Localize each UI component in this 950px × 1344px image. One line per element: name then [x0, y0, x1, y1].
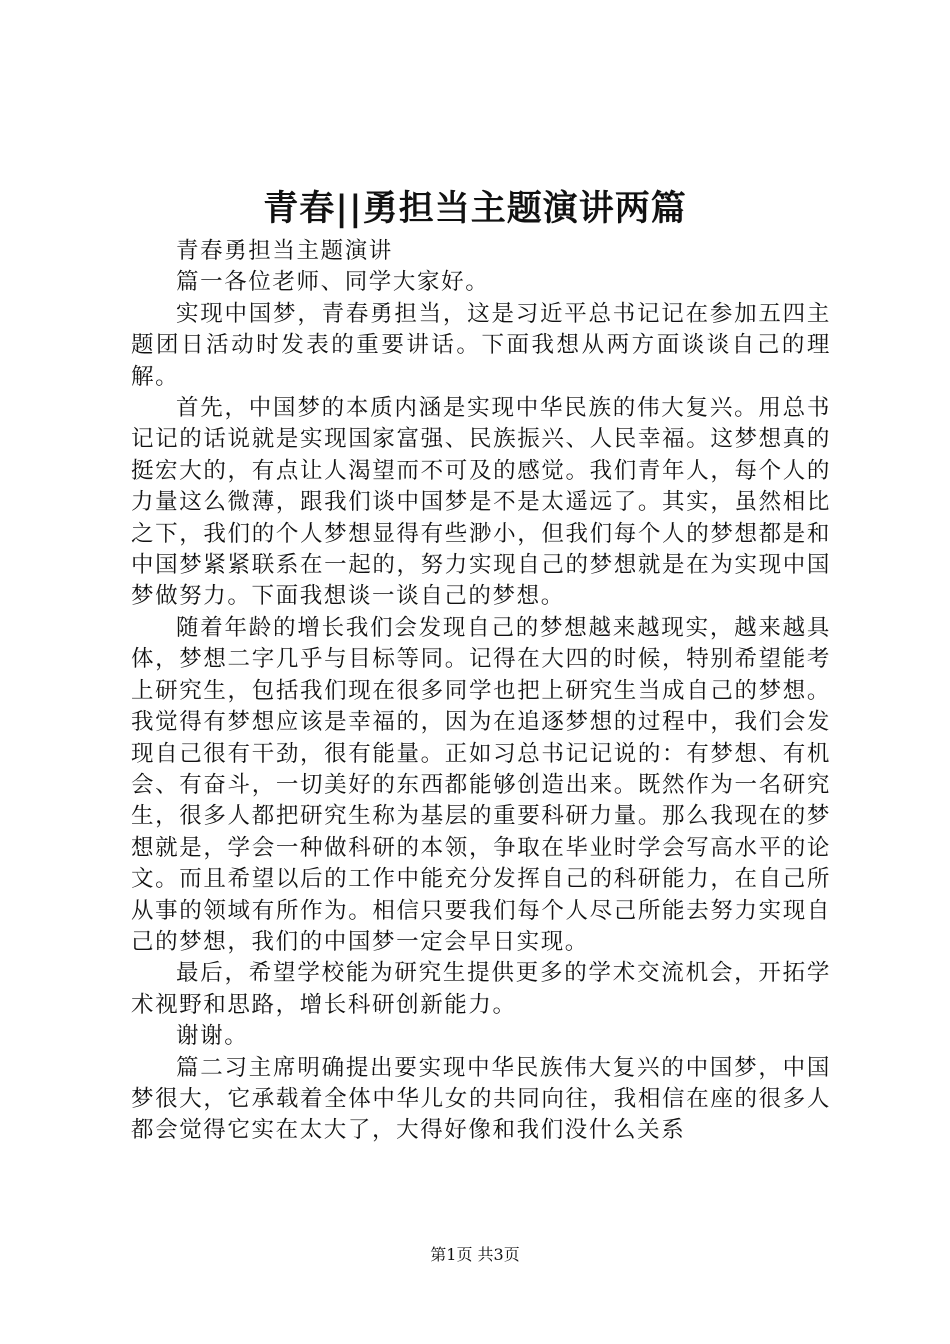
page-footer: 第1页 共3页 — [430, 1245, 520, 1264]
paragraph-greeting: 篇一各位老师、同学大家好。 — [176, 269, 490, 296]
document-body — [131, 236, 831, 1147]
paragraph-second-speech: 篇二习主席明确提出要实现中华民族伟大复兴的中国梦，中国梦很大，它承载着全体中华儿女的共同向往，我相信在座的很多人都会觉得它实在太大了，大得好像和我们没什么关系 — [131, 1054, 831, 1144]
paragraph-subtitle: 青春勇担当主题演讲 — [176, 238, 393, 264]
paragraph-thanks: 谢谢。 — [176, 1023, 249, 1050]
paragraph-first-point: 首先，中国梦的本质内涵是实现中华民族的伟大复兴。用总书记记的话说就是实现国家富强、民族振兴、人民幸福。这梦想真的挺宏大的，有点让人渴望而不可及的感觉。我们青年人，每个人的力量这么微薄，跟我们谈中国梦是不是太遥远了。其实，虽然相比之下，我们的个人梦想显得有些渺小，但我们每个人的梦想都是和中国梦紧紧联系在一起的，努力实现自己的梦想就是在为实现中国梦做努力。下面我想谈一谈自己的梦想。 — [131, 395, 831, 610]
document-title: 青春||勇担当主题演讲两篇 — [263, 188, 687, 229]
paragraph-intro: 实现中国梦，青春勇担当，这是习近平总书记记在参加五四主题团日活动时发表的重要讲话。下面我想从两方面谈谈自己的理解。 — [131, 300, 831, 390]
paragraph-personal-dream: 随着年龄的增长我们会发现自己的梦想越来越现实，越来越具体，梦想二字几乎与目标等同。记得在大四的时候，特别希望能考上研究生，包括我们现在很多同学也把上研究生当成自己的梦想。我觉得有梦想应该是幸福的，因为在追逐梦想的过程中，我们会发现自己很有干劲，很有能量。正如习总书记记说的：有梦想、有机会、有奋斗，一切美好的东西都能够创造出来。既然作为一名研究生，很多人都把研究生称为基层的重要科研力量。那么我现在的梦想就是，学会一种做科研的本领，争取在毕业时学会写高水平的论文。而且希望以后的工作中能充分发挥自己的科研能力，在自己所从事的领域有所作为。相信只要我们每个人尽己所能去努力实现自己的梦想，我们的中国梦一定会早日实现。 — [131, 614, 831, 955]
paragraph-closing: 最后，希望学校能为研究生提供更多的学术交流机会，开拓学术视野和思路，增长科研创新能力。 — [131, 960, 831, 1018]
